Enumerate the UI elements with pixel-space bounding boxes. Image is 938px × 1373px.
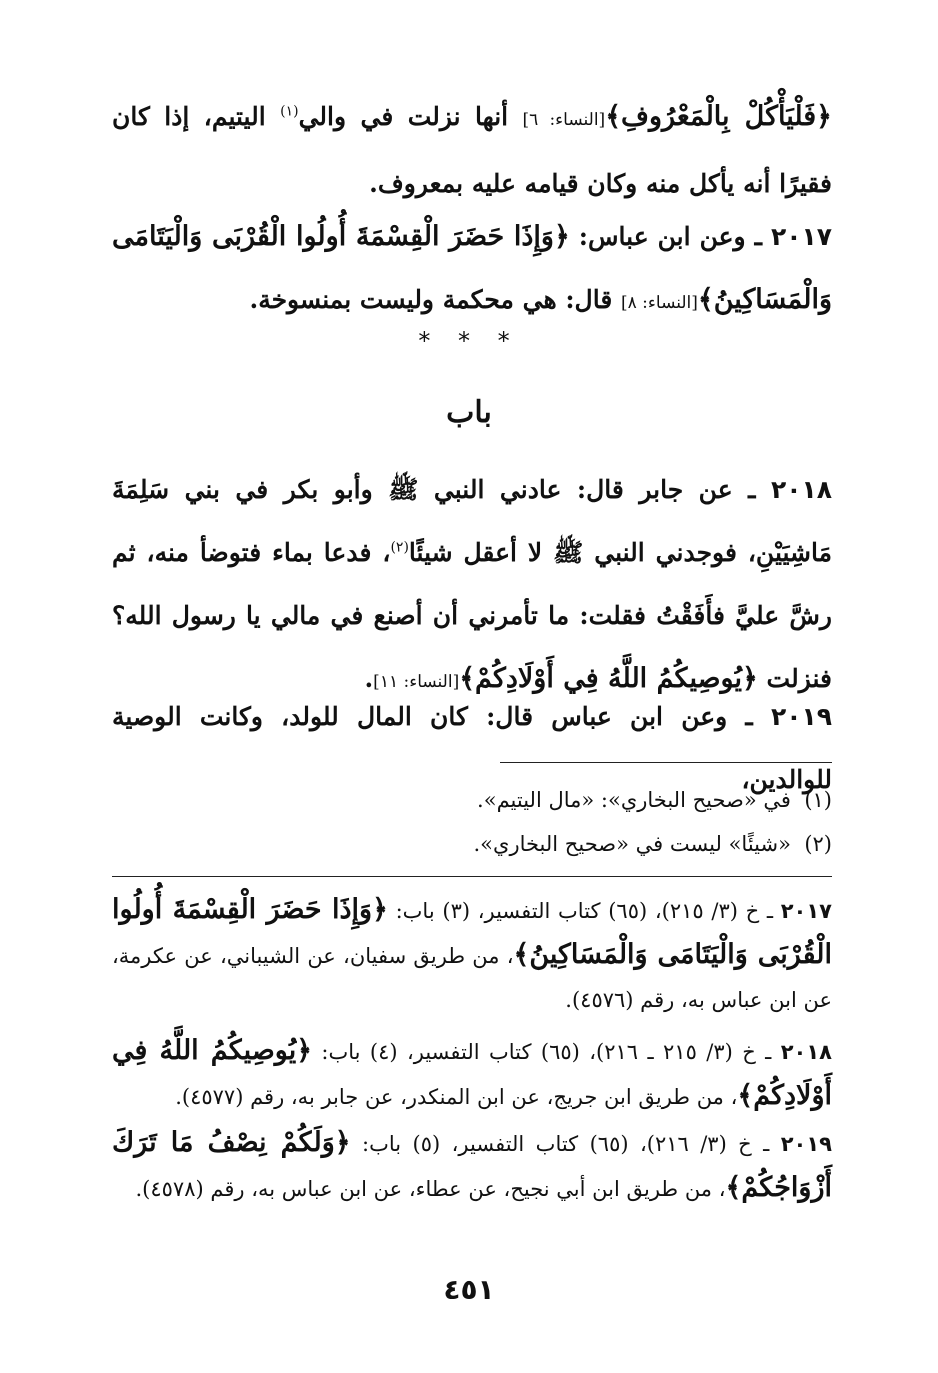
chapter-heading: باب (446, 395, 492, 430)
quran-verse: ﴿وَإِذَا حَضَرَ الْقِسْمَةَ أُولُوا الْقُرْبَى وَالْيَتَامَى وَالْمَسَاكِينُ﴾ (112, 221, 832, 315)
footnote (112, 783, 832, 817)
source-note (112, 1029, 832, 1119)
source-text: ـ خ (٣/ ٢١٥)، (٦٥) كتاب التفسير، (٣) باب: (387, 899, 781, 923)
source-number: ٢٠١٧ (780, 899, 832, 923)
hadith-number: ٢٠١٧ (770, 222, 833, 251)
quran-verse: ﴿يُوصِيكُمُ اللَّهُ فِي أَوْلَادِكُمْ﴾ (112, 1035, 832, 1111)
paragraph-text: ، فدعا بماء فتوضأ منه، ثم رشَّ عليَّ فأَفَقْتُ فقلت: ما تأمرني أن أصنع في مالي يا رسول الله؟ فنزلت (112, 538, 832, 693)
section-separator: * * * (418, 327, 520, 355)
surah-reference: [النساء: ٨] (621, 293, 698, 313)
source-text: ـ خ (٣/ ٢١٥ ـ ٢١٦)، (٦٥) كتاب التفسير، (٤) باب: (312, 1040, 781, 1064)
source-note (112, 1121, 832, 1211)
surah-reference: [النساء: ٦] (522, 110, 606, 130)
quran-verse: ﴿يُوصِيكُمُ اللَّهُ فِي أَوْلَادِكُمْ﴾ (459, 663, 758, 694)
footnote (112, 827, 832, 861)
surah-reference: [النساء: ١١] (373, 672, 460, 692)
footnote-text: «شيئًا» ليست في «صحيح البخاري». (473, 832, 791, 856)
paragraph-text: ـ وعن ابن عباس قال: كان المال للولد، وكانت الوصية للوالدين، (112, 702, 832, 794)
footnote-divider (500, 762, 832, 763)
paragraph-text: . (364, 664, 374, 693)
footnote-mark: (٢) (804, 832, 832, 856)
source-text: ـ خ (٣/ ٢١٦)، (٦٥) كتاب التفسير، (٥) باب: (350, 1132, 781, 1156)
footnote-mark: (١) (804, 788, 832, 812)
hadith-number: ٢٠١٩ (770, 702, 832, 731)
footnote-marker: (٢) (390, 539, 409, 556)
sources-divider (112, 876, 832, 877)
hadith-number: ٢٠١٨ (770, 475, 832, 504)
paragraph-text: أنها نزلت في والي (298, 102, 523, 131)
paragraph-text: ـ عن جابر قال: عادني النبي ﷺ وأبو بكر في بني سَلِمَةَ مَاشِيَيْنِ، فوجدني النبي ﷺ لا أعقل شيئًا (112, 475, 832, 567)
quran-verse: ﴿وَإِذَا حَضَرَ الْقِسْمَةَ أُولُوا الْقُرْبَى وَالْيَتَامَى وَالْمَسَاكِينُ﴾ (112, 894, 833, 970)
source-text: ، من طريق ابن أبي نجيح، عن عطاء، عن ابن عباس به، رقم (٤٥٧٨). (135, 1177, 726, 1201)
quran-verse: ﴿فَلْيَأْكُلْ بِالْمَعْرُوفِ﴾ (605, 101, 833, 132)
footnote-text: في «صحيح البخاري»: «مال اليتيم». (477, 788, 791, 812)
source-number: ٢٠١٨ (780, 1040, 832, 1064)
paragraph-text: اليتيم، إذا كان فقيرًا أنه يأكل منه وكان قيامه عليه بمعروف. (112, 102, 832, 198)
hadith-2017 (112, 205, 832, 335)
footnote-marker: (١) (280, 103, 299, 120)
hadith-2018 (112, 458, 832, 714)
page-number: ٤٥١ (443, 1273, 495, 1306)
quran-verse: ﴿وَلَكُمْ نِصْفُ مَا تَرَكَ أَزْوَاجُكُمْ﴾ (112, 1127, 832, 1203)
paragraph-text: قال: هي محكمة وليست بمنسوخة. (249, 285, 621, 314)
source-note (112, 888, 832, 1022)
source-text: ، من طريق ابن جريج، عن ابن المنكدر، عن جابر به، رقم (٤٥٧٧). (175, 1085, 738, 1109)
paragraph-continuation (112, 85, 832, 215)
paragraph-text: ـ وعن ابن عباس: (569, 222, 771, 251)
source-text: ، من طريق سفيان، عن الشيباني، عن عكرمة، عن ابن عباس به، رقم (٤٥٧٦). (112, 944, 832, 1012)
source-number: ٢٠١٩ (780, 1132, 832, 1156)
